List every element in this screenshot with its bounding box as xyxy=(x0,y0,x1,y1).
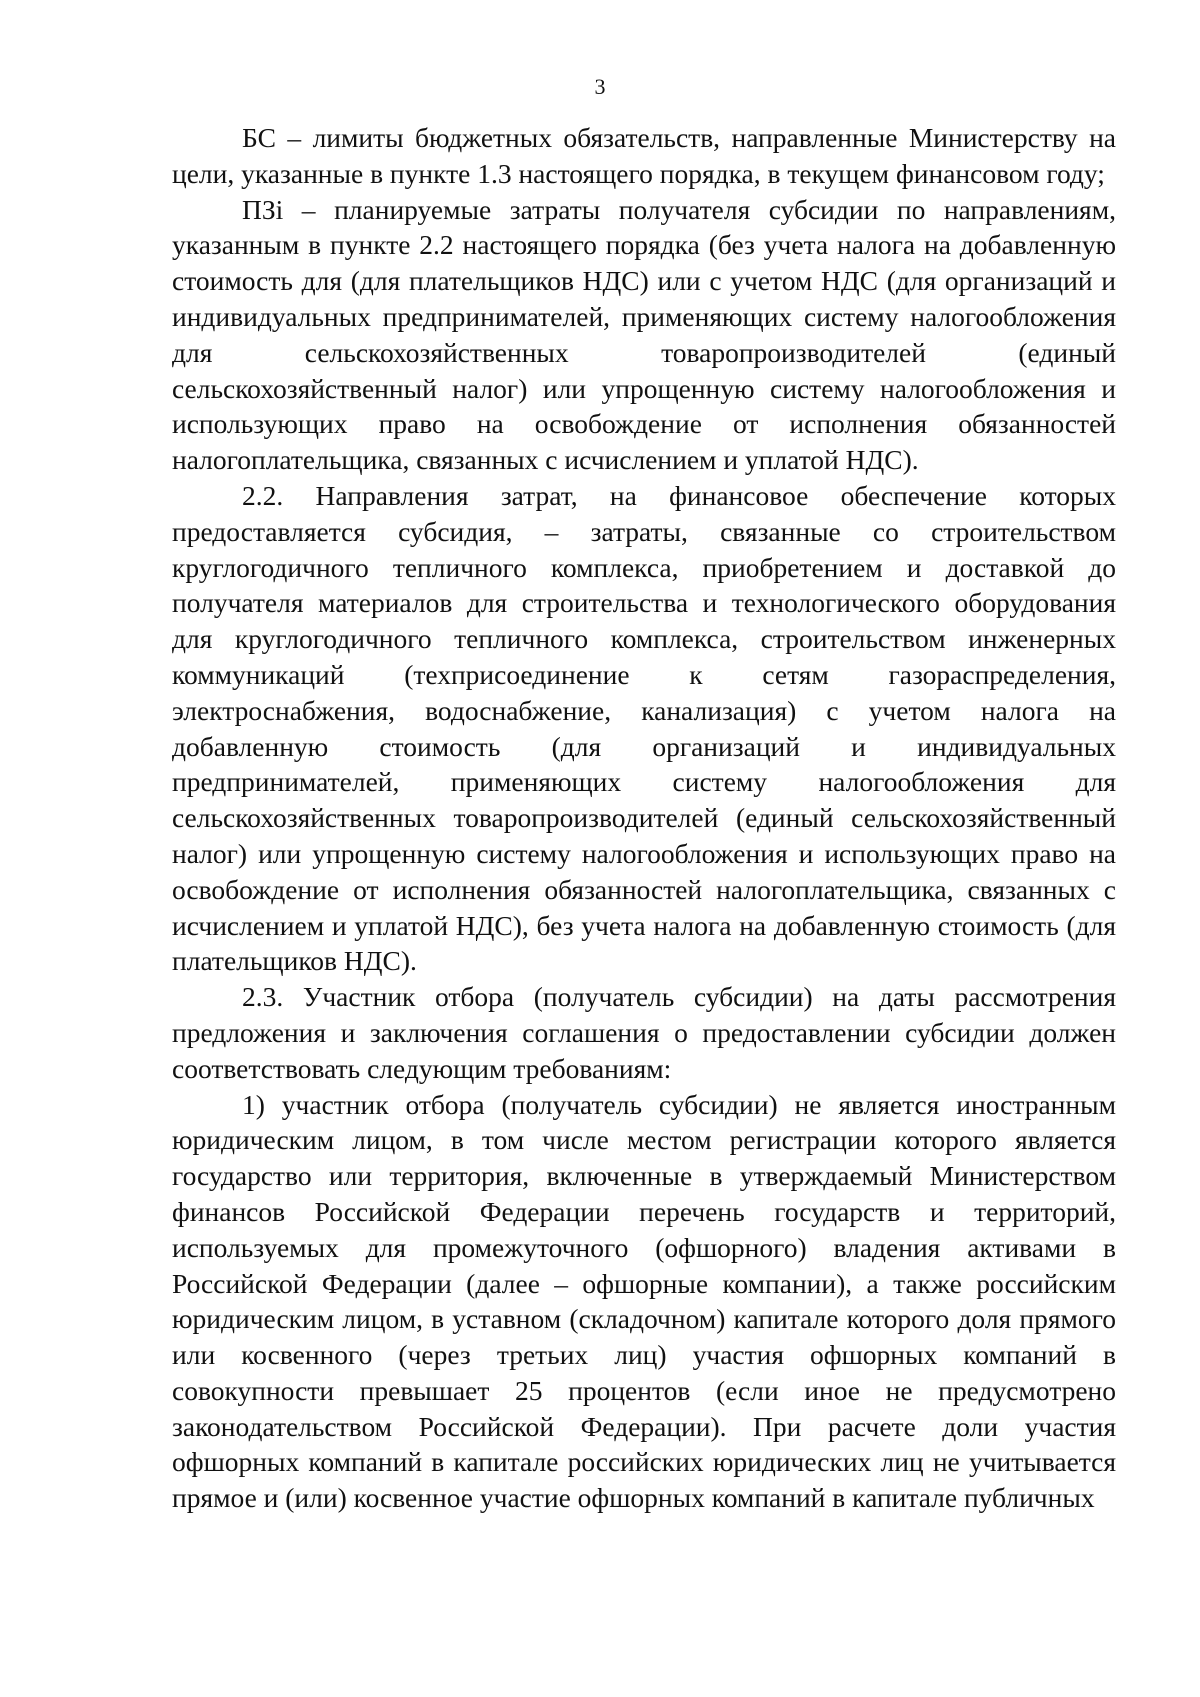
document-body xyxy=(172,120,1116,1516)
paragraph-pzi-definition: ПЗі – планируемые затраты получателя субсидии по направлениям, указанным в пункте 2.2 настоящего порядка (без учета налога на добавленную стоимость для (для плательщиков НДС) или с учетом НДС (для организаций и индивидуальных предпринимателей, применяющих систему налогообложения для сельскохозяйственных товаропроизводителей (единый сельскохозяйственный налог) или упрощенную систему налогообложения и использующих право на освобождение от исполнения обязанностей налогоплательщика, связанных с исчислением и уплатой НДС). xyxy=(172,193,1116,476)
page-number: 3 xyxy=(594,74,606,99)
paragraph-2-2: 2.2. Направления затрат, на финансовое обеспечение которых предоставляется субсидия, – затраты, связанные со строительством круглогодичного тепличного комплекса, приобретением и доставкой до получателя материалов для строительства и технологического оборудования для круглогодичного тепличного комплекса, строительством инженерных коммуникаций (техприсоединение к сетям газораспределения, электроснабжения, водоснабжение, канализация) с учетом налога на добавленную стоимость (для организаций и индивидуальных предпринимателей, применяющих систему налогообложения для сельскохозяйственных товаропроизводителей (единый сельскохозяйственный налог) или упрощенную систему налогообложения и использующих право на освобождение от исполнения обязанностей налогоплательщика, связанных с исчислением и уплатой НДС), без учета налога на добавленную стоимость (для плательщиков НДС). xyxy=(172,479,1116,977)
paragraph-2-3: 2.3. Участник отбора (получатель субсидии) на даты рассмотрения предложения и заключения соглашения о предоставлении субсидии должен соответствовать следующим требованиям: xyxy=(172,981,1116,1084)
paragraph-requirement-1: 1) участник отбора (получатель субсидии) не является иностранным юридическим лицом, в том числе местом регистрации которого является государство или территория, включенные в утверждаемый Министерством финансов Российской Федерации перечень государств и территорий, используемых для промежуточного (офшорного) владения активами в Российской Федерации (далее – офшорные компании), а также российским юридическим лицом, в уставном (складочном) капитале которого доля прямого или косвенного (через третьих лиц) участия офшорных компаний в совокупности превышает 25 процентов (если иное не предусмотрено законодательством Российской Федерации). При расчете доли участия офшорных компаний в капитале российских юридических лиц не учитывается прямое и (или) косвенное участие офшорных компаний в капитале публичных xyxy=(172,1088,1116,1514)
paragraph-bs-definition: БС – лимиты бюджетных обязательств, направленные Министерству на цели, указанные в пункте 1.3 настоящего порядка, в текущем финансовом году; xyxy=(172,122,1116,189)
